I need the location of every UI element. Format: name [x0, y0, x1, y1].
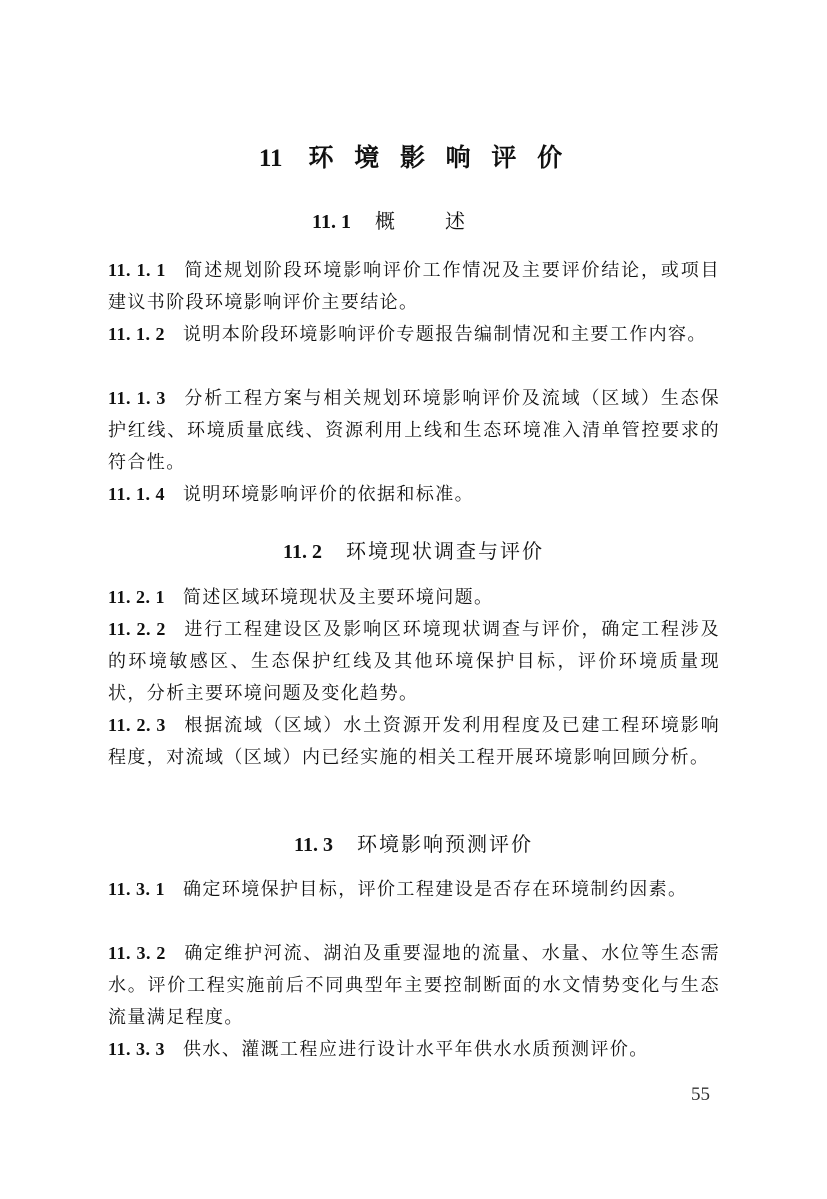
clause-11-2-3 [108, 709, 720, 774]
chapter-title-text: 环 境 影 响 评 价 [308, 143, 569, 172]
chapter-title [0, 138, 827, 174]
section-number: 11. 2 [283, 541, 322, 563]
clause-number: 11. 1. 4 [108, 484, 166, 504]
section-heading-11-1 [0, 205, 827, 234]
section-heading-11-3 [0, 828, 827, 857]
section-title: 概述 [374, 209, 515, 233]
clause-number: 11. 2. 2 [108, 619, 166, 639]
clause-text: 说明环境影响评价的依据和标准。 [183, 484, 475, 505]
clause-number: 11. 3. 1 [108, 879, 166, 899]
clause-number: 11. 3. 3 [108, 1039, 166, 1059]
section-title: 环境影响预测评价 [356, 832, 533, 856]
page-number: 55 [691, 1084, 710, 1105]
clause-text: 进行工程建设区及影响区环境现状调查与评价，确定工程涉及的环境敏感区、生态保护红线及其他环境保护目标，评价环境质量现状，分析主要环境问题及变化趋势。 [108, 619, 720, 704]
clause-text: 供水、灌溉工程应进行设计水平年供水水质预测评价。 [183, 1039, 649, 1060]
clause-11-1-4 [108, 478, 720, 511]
clause-number: 11. 3. 2 [108, 943, 166, 963]
clause-text: 分析工程方案与相关规划环境影响评价及流域（区域）生态保护红线、环境质量底线、资源利用上线和生态环境准入清单管控要求的符合性。 [108, 388, 720, 473]
clause-11-2-2 [108, 613, 720, 710]
section-heading-11-2 [0, 535, 827, 564]
clause-text: 确定维护河流、湖泊及重要湿地的流量、水量、水位等生态需水。评价工程实施前后不同典型年主要控制断面的水文情势变化与生态流量满足程度。 [108, 943, 720, 1028]
clause-text: 说明本阶段环境影响评价专题报告编制情况和主要工作内容。 [183, 324, 707, 345]
clause-11-1-2 [108, 318, 720, 351]
clause-text: 根据流域（区域）水土资源开发利用程度及已建工程环境影响程度，对流域（区域）内已经实施的相关工程开展环境影响回顾分析。 [108, 715, 720, 768]
section-number: 11. 3 [294, 834, 333, 856]
clause-11-3-2 [108, 937, 720, 1034]
clause-11-3-3 [108, 1033, 720, 1066]
clause-number: 11. 2. 1 [108, 587, 166, 607]
clause-text: 简述区域环境现状及主要环境问题。 [183, 587, 494, 608]
chapter-number: 11 [258, 145, 283, 172]
clause-number: 11. 2. 3 [108, 715, 166, 735]
clause-text: 确定环境保护目标，评价工程建设是否存在环境制约因素。 [183, 879, 688, 900]
clause-11-2-1 [108, 581, 720, 614]
clause-number: 11. 1. 1 [108, 260, 166, 280]
clause-11-1-3 [108, 382, 720, 479]
section-title: 环境现状调查与评价 [345, 539, 544, 563]
clause-11-3-1 [108, 873, 720, 906]
section-number: 11. 1 [312, 211, 351, 233]
clause-number: 11. 1. 2 [108, 324, 166, 344]
clause-number: 11. 1. 3 [108, 388, 166, 408]
clause-11-1-1 [108, 254, 720, 319]
clause-text: 简述规划阶段环境影响评价工作情况及主要评价结论，或项目建议书阶段环境影响评价主要结论。 [108, 260, 720, 313]
